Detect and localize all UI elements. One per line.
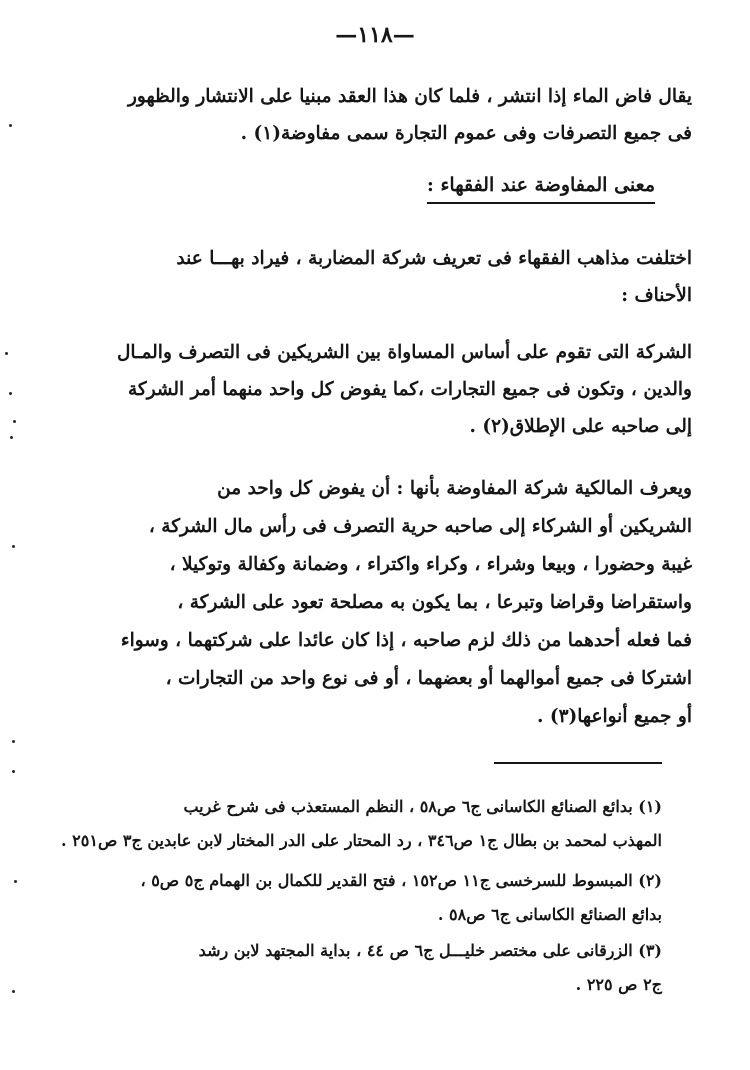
text-line: يقال فاض الماء إذا انتشر ، فلما كان هذا العقد مبنيا على الانتشار والظهور [127,86,692,107]
text-line: فما فعله أحدهما من ذلك لزم صاحبه ، إذا كان عائدا على شركتهما ، وسواء [120,630,692,651]
text-line: والدين ، وتكون فى جميع التجارات ،كما يفوض كل واحد منهما أمر الشركة [127,379,692,400]
text-line: اشتركا فى جميع أموالهما أو بعضهما ، أو فى نوع واحد من التجارات ، [165,668,692,689]
maliki-definition-paragraph [92,470,692,736]
text-line: اختلفت مذاهب الفقهاء فى تعريف شركة المضاربة ، فيراد بهـــا عند [176,248,692,269]
page-number: —١١٨— [335,22,415,48]
text-line: الشريكين أو الشركاء إلى صاحبه حرية التصرف فى رأس مال الشركة ، [148,516,692,537]
footnote-1 [61,790,662,858]
hanafi-definition-paragraph [92,334,692,445]
scan-speck [5,352,8,355]
footnote-line: المهذب لمحمد بن بطال ج١ ص٣٤٦ ، رد المحتار على الدر المختار لابن عابدين ج٣ ص٢٥١ . [61,831,662,850]
scan-speck [12,990,15,993]
footnote-divider [494,762,662,764]
jurists-paragraph [92,240,692,314]
footnote-2 [82,864,662,932]
intro-paragraph [92,78,692,152]
footnote-line: ج٢ ص ٢٢٥ . [575,975,662,994]
text-line: أو جميع أنواعها(٣) . [536,706,692,727]
scan-speck [12,770,15,773]
text-line: إلى صاحبه على الإطلاق(٢) . [469,416,692,437]
text-line: واستقراضا وقراضا وتبرعا ، بما يكون به مصلحة تعود على الشركة ، [177,592,692,613]
text-line: الشركة التى تقوم على أساس المساواة بين الشريكين فى التصرف والمـال [116,342,692,363]
text-line: غيبة وحضورا ، وبيعا وشراء ، وكراء واكتراء ، وضمانة وكفالة وتوكيلا ، [169,554,692,575]
section-heading: معنى المفاوضة عند الفقهاء : [427,174,655,204]
text-line: ويعرف المالكية شركة المفاوضة بأنها : أن يفوض كل واحد من [217,478,692,499]
footnote-line: (٢) المبسوط للسرخسى ج١١ ص١٥٢ ، فتح القدير للكمال بن الهمام ج٥ ص٥ ، [140,871,662,890]
scan-speck [9,392,12,395]
scan-speck [13,420,16,423]
scan-speck [12,740,15,743]
scan-speck [10,436,13,439]
text-line: فى جميع التصرفات وفى عموم التجارة سمى مفاوضة(١) . [240,123,692,144]
text-line: الأحناف : [621,285,692,306]
scan-speck [14,880,17,883]
scan-speck [9,124,12,127]
scan-speck [12,545,15,548]
footnote-line: (٣) الزرقانى على مختصر خليـــل ج٦ ص ٤٤ ، بداية المجتهد لابن رشد [198,941,662,960]
footnote-line: (١) بدائع الصنائع الكاسانى ج٦ ص٥٨ ، النظم المستعذب فى شرح غريب [183,797,662,816]
footnote-line: بدائع الصنائع الكاسانى ج٦ ص٥٨ . [437,905,662,924]
footnote-3 [82,934,662,1002]
